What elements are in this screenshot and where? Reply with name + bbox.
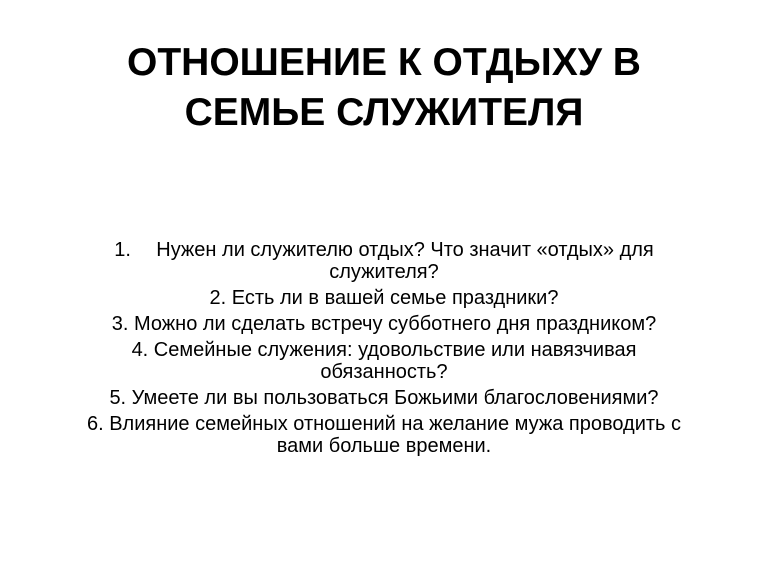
question-list [40, 239, 728, 461]
list-item-line: обязанность? [320, 361, 448, 383]
list-item-line: 3. Можно ли сделать встречу субботнего дня праздником? [111, 313, 657, 335]
list-item-3 [40, 313, 728, 335]
title-line: ОТНОШЕНИЕ К ОТДЫХУ В [127, 41, 641, 84]
list-item-line: 5. Умеете ли вы пользоваться Божьими благословениями? [109, 387, 659, 409]
list-item-4 [40, 339, 728, 383]
title-line: СЕМЬЕ СЛУЖИТЕЛЯ [184, 91, 584, 134]
list-item-text: Нужен ли служителю отдых? Что значит «отдых» для [156, 239, 654, 261]
list-item-number: 1. [114, 239, 131, 261]
list-item-line: 4. Семейные служения: удовольствие или навязчивая [131, 339, 637, 361]
list-item-2 [40, 287, 728, 309]
list-item-line: вами больше времени. [276, 435, 492, 457]
list-item-line: служителя? [329, 261, 439, 283]
list-item-1 [40, 239, 728, 283]
list-item-line: 6. Влияние семейных отношений на желание мужа проводить с [86, 413, 682, 435]
slide-title [40, 38, 728, 138]
list-item-line [40, 239, 728, 261]
list-item-6 [40, 413, 728, 457]
list-item-5 [40, 387, 728, 409]
list-item-line: 2. Есть ли в вашей семье праздники? [209, 287, 559, 309]
